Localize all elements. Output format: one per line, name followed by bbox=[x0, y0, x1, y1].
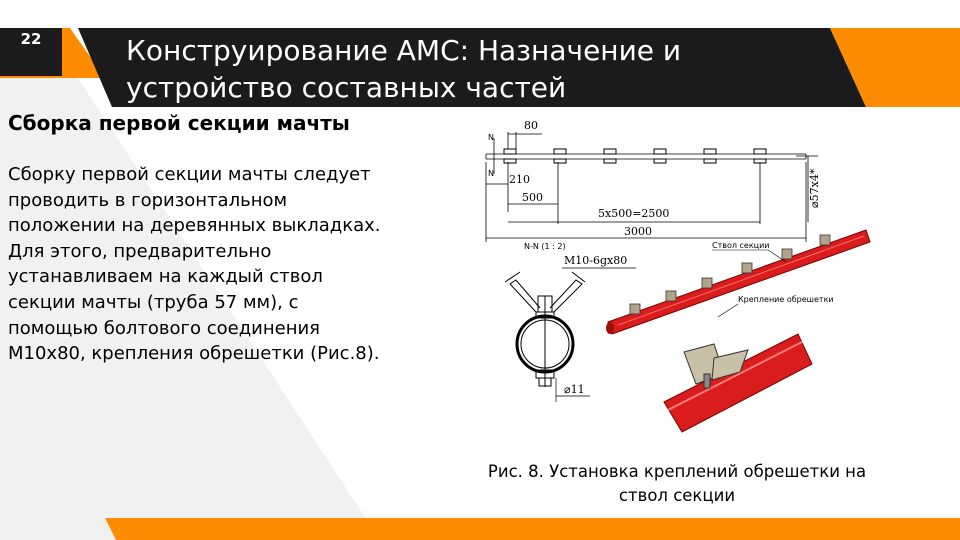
clamp-section bbox=[505, 268, 636, 402]
label-clamp: Крепление обрешетки bbox=[738, 295, 834, 304]
dim-diameter: ⌀57x4* bbox=[808, 168, 821, 208]
title-line-2: устройство составных частей bbox=[126, 71, 567, 104]
body-paragraph: Сборку первой секции мачты следует проводить в горизонтальном положении на деревянных выкладках. Для этого, предварительно устанавливаем на каждый ствол секции мачты (труба 57 мм), с помощью болтового соединения М10х80, крепления обрешетки (Рис.8). bbox=[8, 164, 381, 365]
section-marker-bottom: N bbox=[488, 169, 494, 178]
figure-caption bbox=[452, 460, 902, 508]
bottom-orange-band bbox=[105, 518, 960, 540]
caption-line-1: Рис. 8. Установка креплений обрешетки на bbox=[487, 462, 867, 481]
slide-title bbox=[126, 32, 846, 106]
dim-80: 80 bbox=[524, 119, 538, 132]
hole-label: ⌀11 bbox=[564, 383, 585, 396]
caption-line-2: ствол секции bbox=[618, 486, 736, 505]
linear-drawing bbox=[486, 132, 818, 242]
dim-210: 210 bbox=[509, 173, 530, 186]
dim-3000: 3000 bbox=[624, 225, 652, 238]
section-label: N-N (1 : 2) bbox=[524, 242, 566, 251]
closeup-pipe bbox=[664, 334, 812, 432]
label-trunk: Ствол секции bbox=[712, 241, 770, 250]
figure-8-drawing bbox=[478, 112, 890, 442]
section-marker-top: N bbox=[488, 133, 494, 142]
section-heading: Сборка первой секции мачты bbox=[8, 111, 350, 135]
bolt-label: M10-6gx80 bbox=[564, 254, 628, 267]
dim-500: 500 bbox=[522, 191, 543, 204]
slide-number: 22 bbox=[20, 30, 42, 48]
title-line-1: Конструирование АМС: Назначение и bbox=[126, 34, 682, 67]
dim-5x500: 5x500=2500 bbox=[598, 207, 670, 220]
